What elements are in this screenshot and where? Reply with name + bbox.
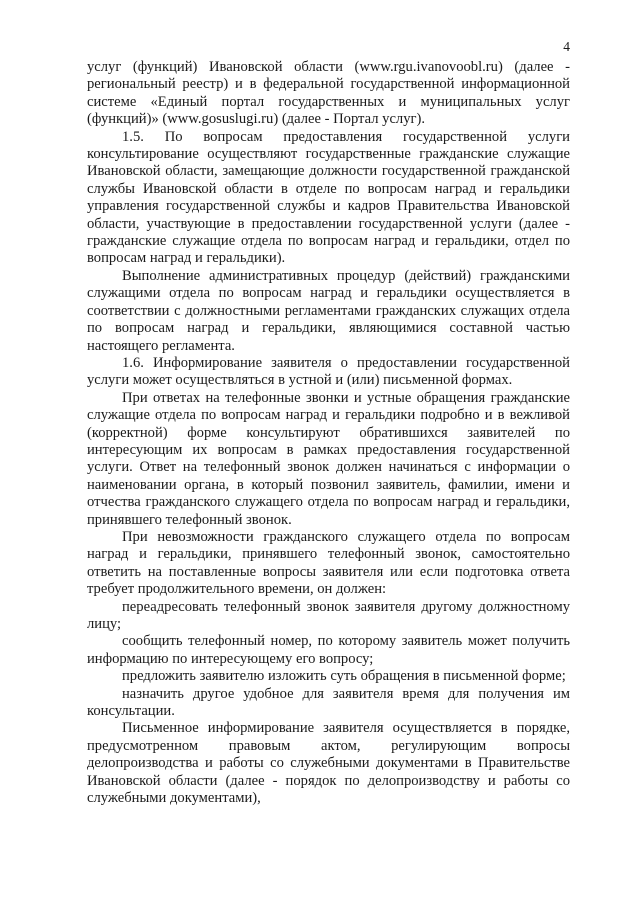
- list-item-written-form: предложить заявителю изложить суть обращения в письменной форме;: [122, 668, 566, 685]
- paragraph-1-6-informing: 1.6. Информирование заявителя о предоставлении государственной услуги может осуществляться в устной и (или) письменной формах.: [87, 354, 570, 389]
- paragraph-impossibility: При невозможности гражданского служащего отдела по вопросам наград и геральдики, принявшего телефонный звонок, самостоятельно ответить на поставленные вопросы заявителя или если подготовка ответа требует продолжительного времени, он должен:: [87, 528, 570, 598]
- paragraph-administrative-procedures: Выполнение административных процедур (действий) гражданскими служащими отдела по вопросам наград и геральдики осуществляется в соответствии с должностными регламентами гражданских служащих отдела по вопросам наград и геральдики, являющимися составной частью настоящего регламента.: [87, 267, 570, 354]
- list-item-phone-number: сообщить телефонный номер, по которому заявитель может получить информацию по интересующему его вопросу;: [87, 633, 570, 667]
- paragraph-1-5-consultation: 1.5. По вопросам предоставления государственной услуги консультирование осуществляют государственные гражданские служащие Ивановской области, замещающие должности государственной гражданской службы Ивановской области в отделе по вопросам наград и геральдики управления государственной службы и кадров Правительства Ивановской области, участвующие в предоставлении государственной услуги (далее - гражданские служащие отдела по вопросам наград и геральдики, отдел по вопросам наград и геральдики).: [87, 128, 570, 267]
- paragraph-registry-continuation: услуг (функций) Ивановской области (www.rgu.ivanovoobl.ru) (далее - региональный реестр) и в федеральной государственной информационной системе «Единый портал государственных и муниципальных услуг (функций)» (www.gosuslugi.ru) (далее - Портал услуг).: [87, 59, 570, 128]
- list-item-redirect: переадресовать телефонный звонок заявителя другому должностному лицу;: [87, 598, 570, 632]
- paragraph-written-informing: Письменное информирование заявителя осуществляется в порядке, предусмотренном правовым актом, регулирующим вопросы делопроизводства и работы со служебными документами в Правительстве Ивановской области (далее - порядок по делопроизводству и работы со служебными документами),: [87, 720, 570, 807]
- paragraph-phone-answers: При ответах на телефонные звонки и устные обращения гражданские служащие отдела по вопросам наград и геральдики подробно и в вежливой (корректной) форме консультируют обратившихся заявителей по интересующим их вопросам в рамках предоставления государственной услуги. Ответ на телефонный звонок должен начинаться с информации о наименовании органа, в который позвонил заявитель, фамилии, имени и отчества гражданского служащего отдела по вопросам наград и геральдики, принявшего телефонный звонок.: [87, 389, 570, 528]
- document-body: [87, 59, 570, 807]
- page-number: 4: [563, 39, 570, 54]
- list-item-schedule: назначить другое удобное для заявителя время для получения им консультации.: [87, 685, 570, 720]
